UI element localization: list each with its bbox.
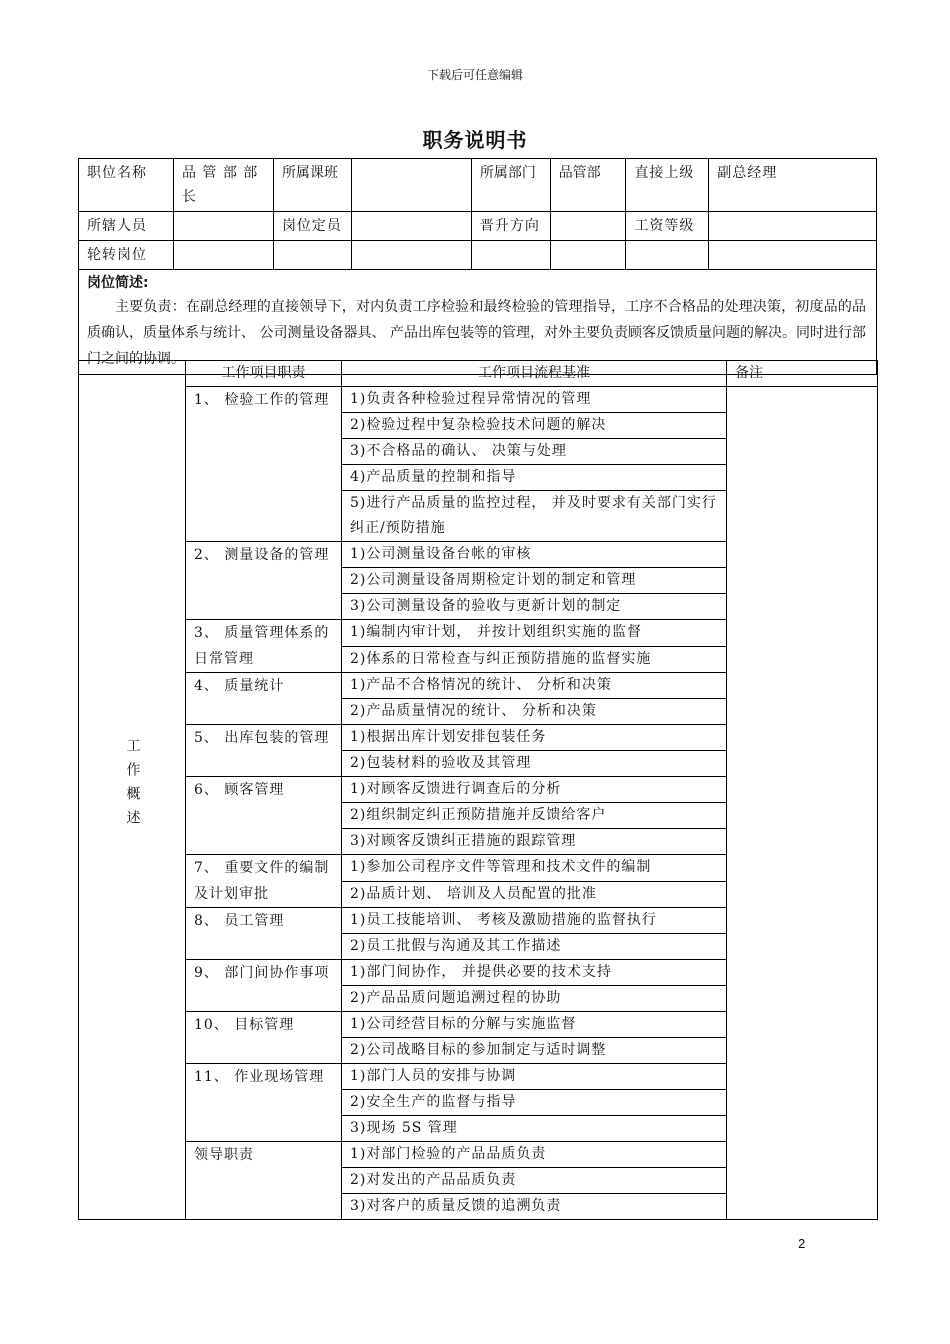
work-item: 2)公司测量设备周期检定计划的制定和管理 xyxy=(342,568,727,594)
work-item: 3)对客户的质量反馈的追溯负责 xyxy=(342,1194,727,1220)
work-item: 2)对发出的产品品质负责 xyxy=(342,1168,727,1194)
empty-cell xyxy=(550,241,626,270)
salary-value xyxy=(709,212,877,241)
work-category: 8、 员工管理 xyxy=(186,908,342,960)
class-label: 所属课班 xyxy=(273,159,351,212)
work-item: 1)参加公司程序文件等管理和技术文件的编制 xyxy=(342,855,727,882)
page-number: 2 xyxy=(798,1236,806,1251)
class-value xyxy=(351,159,471,212)
work-item: 2)品质计划、 培训及人员配置的批准 xyxy=(342,881,727,908)
work-category: 1、 检验工作的管理 xyxy=(186,387,342,542)
superior-value: 副总经理 xyxy=(709,159,877,212)
work-category: 3、 质量管理体系的日常管理 xyxy=(186,620,342,673)
info-row-1 xyxy=(79,159,877,212)
empty-cell xyxy=(626,241,709,270)
work-category: 6、 顾客管理 xyxy=(186,777,342,855)
work-item: 2)体系的日常检查与纠正预防措施的监督实施 xyxy=(342,646,727,673)
work-item: 2)员工批假与沟通及其工作描述 xyxy=(342,934,727,960)
staff-value xyxy=(173,212,273,241)
empty-cell xyxy=(709,241,877,270)
col-header-remark: 备注 xyxy=(727,361,878,387)
work-item: 1)产品不合格情况的统计、 分析和决策 xyxy=(342,673,727,699)
work-item: 4)产品质量的控制和指导 xyxy=(342,465,727,491)
work-category: 5、 出库包装的管理 xyxy=(186,725,342,777)
empty-cell xyxy=(471,241,550,270)
work-item: 1)负责各种检验过程异常情况的管理 xyxy=(342,387,727,413)
salary-label: 工资等级 xyxy=(626,212,709,241)
dept-value: 品管部 xyxy=(550,159,626,212)
col-header-duty: 工作项目职责 xyxy=(186,361,342,387)
work-item: 5)进行产品质量的监控过程， 并及时要求有关部门实行纠正/预防措施 xyxy=(342,491,727,542)
position-name-label: 职位名称 xyxy=(79,159,174,212)
work-category: 2、 测量设备的管理 xyxy=(186,542,342,620)
staff-label: 所辖人员 xyxy=(79,212,174,241)
quota-label: 岗位定员 xyxy=(273,212,351,241)
work-item: 2)安全生产的监督与指导 xyxy=(342,1090,727,1116)
work-item: 1)编制内审计划， 并按计划组织实施的监督 xyxy=(342,620,727,647)
summary-text: 主要负责：在副总经理的直接领导下，对内负责工序检验和最终检验的管理指导，工序不合格品的处理决策，初度品的品质确认，质量体系与统计、 公司测量设备器具、 产品出库包装等的管理，对外主要负责顾客反馈质量问题的解决。同时进行部门之间的协调。 xyxy=(87,299,866,367)
work-item: 2)产品品质问题追溯过程的协助 xyxy=(342,986,727,1012)
work-overview-table xyxy=(78,360,878,1220)
dept-label: 所属部门 xyxy=(471,159,550,212)
work-category: 4、 质量统计 xyxy=(186,673,342,725)
work-item: 3)现场 5S 管理 xyxy=(342,1116,727,1142)
summary-row xyxy=(79,270,877,375)
work-category: 10、 目标管理 xyxy=(186,1012,342,1064)
summary-block xyxy=(79,270,877,375)
work-item: 3)对顾客反馈纠正措施的跟踪管理 xyxy=(342,829,727,855)
work-item: 1)公司测量设备台帐的审核 xyxy=(342,542,727,568)
work-header-row xyxy=(79,361,878,387)
info-row-2 xyxy=(79,212,877,241)
work-item-row xyxy=(79,387,878,413)
empty-cell xyxy=(351,241,471,270)
work-item: 1)部门间协作， 并提供必要的技术支持 xyxy=(342,960,727,986)
document-title: 职务说明书 xyxy=(422,128,528,152)
rotation-label: 轮转岗位 xyxy=(79,241,174,270)
work-overview-side-cell xyxy=(79,361,186,1220)
summary-label: 岗位简述: xyxy=(87,275,149,291)
work-item: 2)组织制定纠正预防措施并反馈给客户 xyxy=(342,803,727,829)
work-item: 1)公司经营目标的分解与实施监督 xyxy=(342,1012,727,1038)
work-category: 9、 部门间协作事项 xyxy=(186,960,342,1012)
work-item: 2)检验过程中复杂检验技术问题的解决 xyxy=(342,413,727,439)
work-item: 1)对顾客反馈进行调查后的分析 xyxy=(342,777,727,803)
quota-value xyxy=(351,212,471,241)
header-note: 下载后可任意编辑 xyxy=(426,68,523,82)
work-item: 3)公司测量设备的验收与更新计划的制定 xyxy=(342,594,727,620)
work-item: 1)员工技能培训、 考核及激励措施的监督执行 xyxy=(342,908,727,934)
work-item: 2)产品质量情况的统计、 分析和决策 xyxy=(342,699,727,725)
work-item: 2)包装材料的验收及其管理 xyxy=(342,751,727,777)
col-header-standard: 工作项目流程基准 xyxy=(342,361,727,387)
position-name-value: 品 管 部 部 长 xyxy=(173,159,273,212)
rotation-value xyxy=(173,241,273,270)
promotion-label: 晋升方向 xyxy=(471,212,550,241)
info-row-3 xyxy=(79,241,877,270)
remark-cell xyxy=(727,387,878,1220)
work-item: 3)不合格品的确认、 决策与处理 xyxy=(342,439,727,465)
work-overview-body xyxy=(79,361,878,1220)
work-item: 2)公司战略目标的参加制定与适时调整 xyxy=(342,1038,727,1064)
work-item: 1)根据出库计划安排包装任务 xyxy=(342,725,727,751)
promotion-value xyxy=(550,212,626,241)
work-category: 领导职责 xyxy=(186,1142,342,1220)
superior-label: 直接上级 xyxy=(626,159,709,212)
empty-cell xyxy=(273,241,351,270)
work-item: 1)部门人员的安排与协调 xyxy=(342,1064,727,1090)
work-category: 7、 重要文件的编制及计划审批 xyxy=(186,855,342,908)
work-overview-side-label: 工作概述 xyxy=(124,737,141,834)
work-category: 11、 作业现场管理 xyxy=(186,1064,342,1142)
work-item: 1)对部门检验的产品品质负责 xyxy=(342,1142,727,1168)
position-info-table xyxy=(78,158,877,375)
